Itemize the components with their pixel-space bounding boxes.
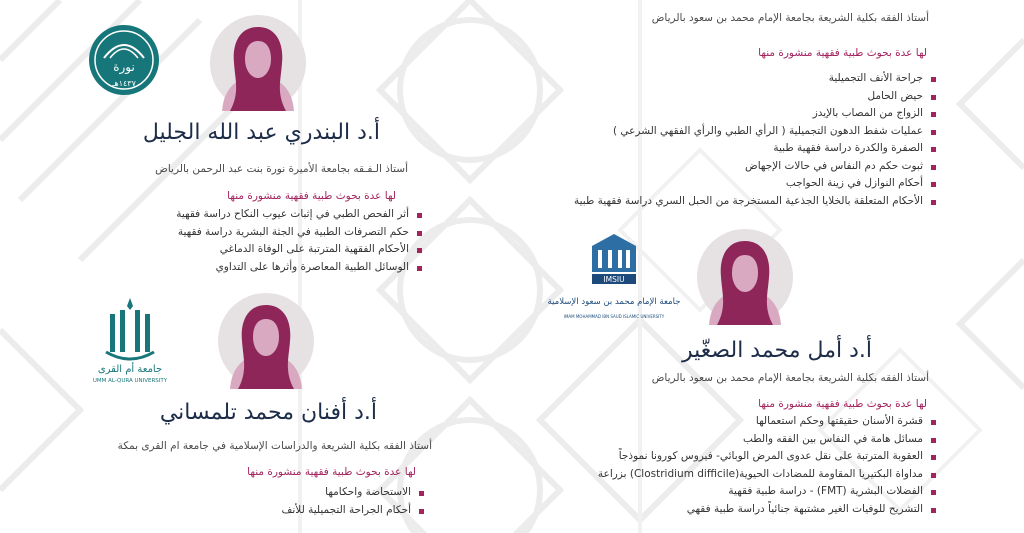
list-item: الوسائل الطبية المعاصرة وأثرها على التداوي: [176, 259, 422, 277]
uqu-english-name: UMM AL-QURA UNIVERSITY: [92, 378, 168, 384]
bottom-left-research-list: [282, 484, 424, 519]
bottom-left-research-heading: لها عدة بحوث طبية فقهية منشورة منها: [247, 466, 416, 478]
list-item: أحكام الجراحة التجميلية للأنف: [282, 502, 424, 520]
bottom-right-affiliation: أستاذ الفقه بكلية الشريعة بجامعة الإمام محمد بن سعود بالرياض: [651, 372, 929, 384]
imsiu-english-name: IMAM MOHAMMAD IBN SAUD ISLAMIC UNIVERSITY: [563, 314, 665, 319]
list-item: حكم التصرفات الطبية في الجثة البشرية دراسة فقهية: [176, 224, 422, 242]
professor-name-afnan: أ.د أفنان محمد تلمساني: [159, 400, 377, 425]
top-right-affiliation: أستاذ الفقه بكلية الشريعة بجامعة الإمام محمد بن سعود بالرياض: [651, 12, 929, 24]
pnu-seal-icon: [88, 24, 160, 96]
list-item: أثر الفحص الطبي في إثبات عيوب النكاح دراسة فقهية: [176, 206, 422, 224]
profile-avatar-albandari: [210, 15, 306, 111]
list-item: حيض الحامل: [574, 88, 936, 106]
list-item: أحكام النوازل في زينة الحواجب: [574, 175, 936, 193]
pnu-logo-text: نورة: [113, 60, 135, 74]
uqu-arabic-name: جامعة أم القرى: [97, 364, 163, 375]
imsiu-logo-icon: [547, 232, 681, 324]
list-item: جراحة الأنف التجميلية: [574, 70, 936, 88]
profile-avatar-amal: [697, 229, 793, 325]
imsiu-short-name: IMSIU: [603, 275, 625, 284]
bottom-right-research-list: [598, 413, 936, 518]
list-item: مداواة البكتيريا المقاومة للمضادات الحيوية(Clostridium difficile) بزراعة: [598, 466, 936, 484]
professor-name-amal: أ.د أمل محمد الصغّير: [682, 338, 872, 363]
uqu-logo: [88, 296, 172, 390]
list-item: الأحكام المتعلقة بالخلايا الجذعية المستخرجة من الحبل السري دراسة فقهية طبية: [574, 193, 936, 211]
list-item: الزواج من المصاب بالإيدز: [574, 105, 936, 123]
list-item: ثبوت حكم دم النفاس في حالات الإجهاض: [574, 158, 936, 176]
list-item: التشريح للوفيات الغير مشتبهة جنائياً دراسة طبية فقهي: [598, 501, 936, 519]
woman-hijab-icon: [697, 229, 793, 325]
pnu-logo: [88, 24, 160, 100]
list-item: العقوبة المترتبة على نقل عدوى المرض الوبائي- فيروس كورونا نموذجاً: [598, 448, 936, 466]
top-left-research-list: [176, 206, 422, 276]
list-item: الأحكام الفقهية المترتبة على الوفاة الدماغي: [176, 241, 422, 259]
top-left-research-heading: لها عدة بحوث طبية فقهية منشورة منها: [227, 190, 396, 202]
bottom-right-research-heading: لها عدة بحوث طبية فقهية منشورة منها: [758, 398, 927, 410]
woman-hijab-icon: [218, 293, 314, 389]
list-item: الاستحاضة واحكامها: [282, 484, 424, 502]
profile-avatar-afnan: [218, 293, 314, 389]
pnu-logo-year: ١٤٣٧هـ: [112, 79, 136, 88]
list-item: عمليات شفط الدهون التجميلية ( الرأي الطبي والرأي الفقهي الشرعي ): [574, 123, 936, 141]
woman-hijab-icon: [210, 15, 306, 111]
imsiu-logo: [547, 232, 681, 328]
list-item: قشرة الأسنان حقيقتها وحكم استعمالها: [598, 413, 936, 431]
uqu-logo-icon: [88, 296, 172, 386]
list-item: الفضلات البشرية (FMT) - دراسة طبية فقهية: [598, 483, 936, 501]
top-left-affiliation: أستاذ الـفـقه بجامعة الأميرة نورة بنت عبد الرحمن بالرياض: [155, 163, 408, 175]
top-right-research-list: [574, 70, 936, 210]
list-item: الصفرة والكدرة دراسة فقهية طبية: [574, 140, 936, 158]
bottom-left-affiliation: أستاذ الفقه بكلية الشريعة والدراسات الإسلامية في جامعة ام القرى بمكة: [117, 440, 432, 452]
top-right-research-heading: لها عدة بحوث طبية فقهية منشورة منها: [758, 47, 927, 59]
list-item: مسائل هامة في النفاس بين الفقه والطب: [598, 431, 936, 449]
imsiu-arabic-name: جامعة الإمام محمد بن سعود الإسلامية: [547, 297, 681, 307]
professor-name-albandari: أ.د البندري عبد الله الجليل: [142, 120, 380, 145]
